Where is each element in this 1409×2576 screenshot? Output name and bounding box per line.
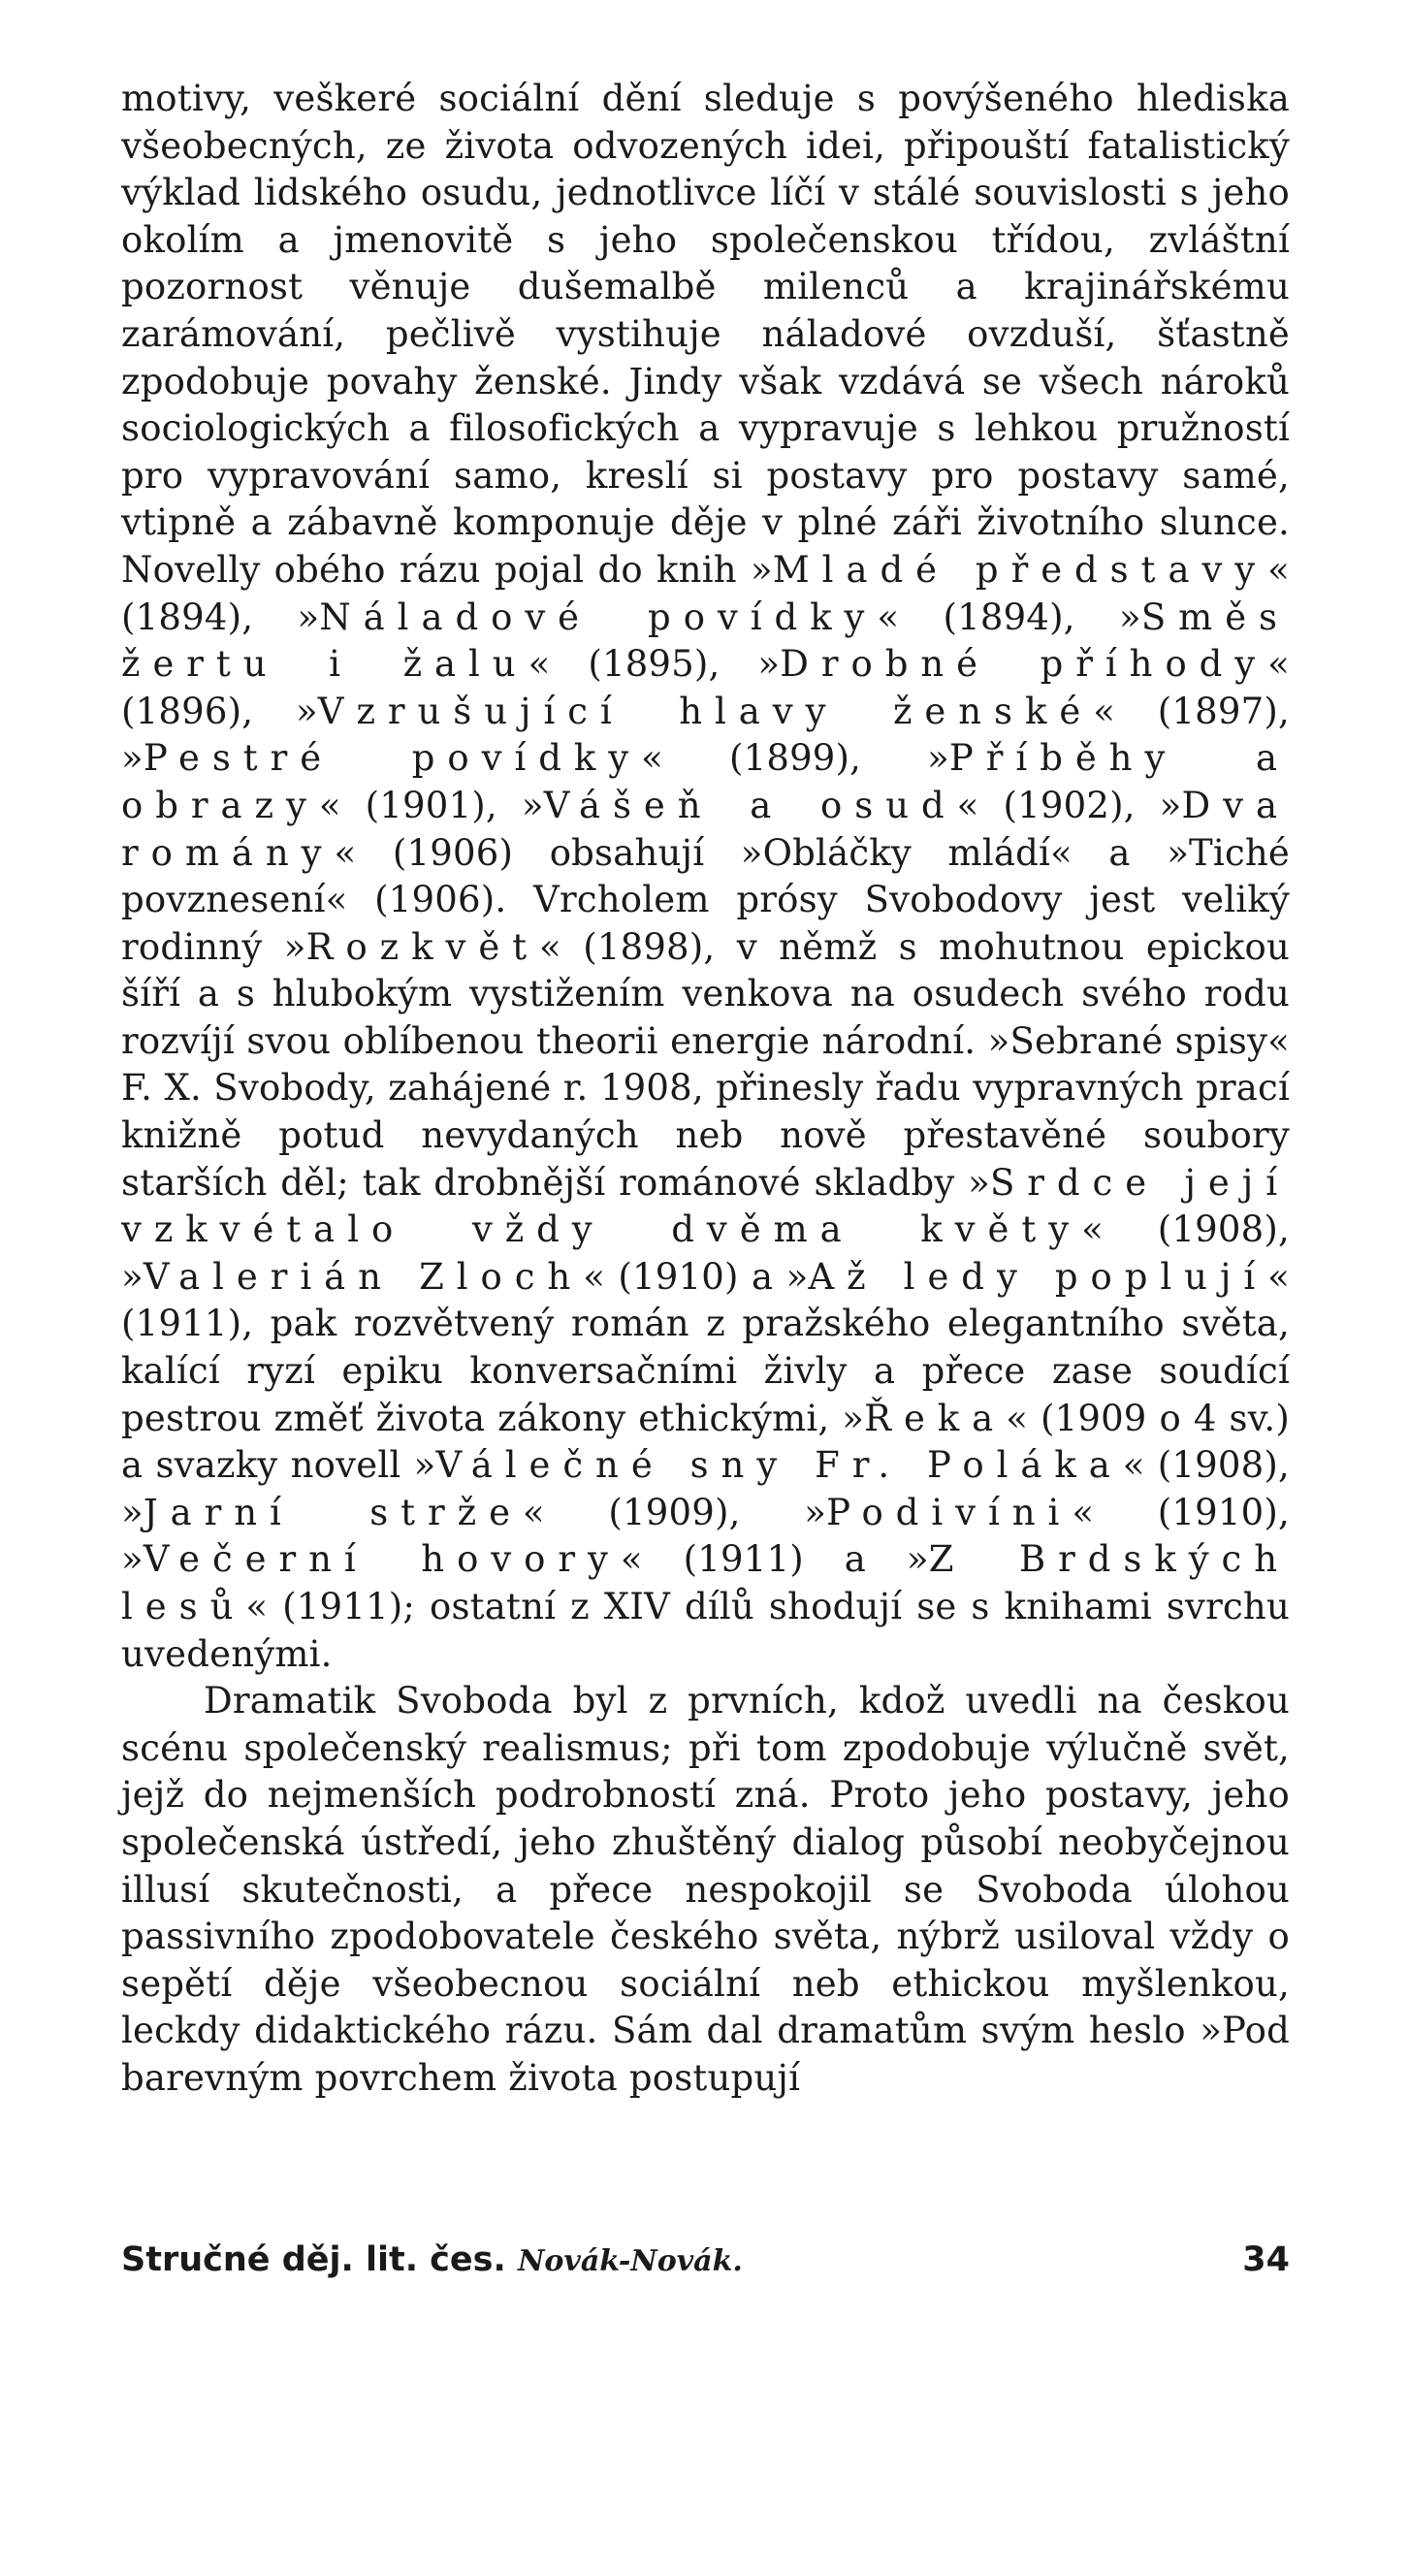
work-title: Vzrušující hlavy ženské <box>317 690 1094 732</box>
paragraph-2: Dramatik Svoboda byl z prvních, kdož uvedli na českou scénu společenský realismus; při tom zpodobuje výlučně svět, jejž do nejmenších podrobností zná. Proto jeho postavy, jeho společenská ústředí, jeho zhuštěný dialog působí neobyčejnou illusí skutečnosti, a přece nespokojil se Svoboda úlohou passivního zpodobovatele českého světa, nýbrž usiloval vždy o sepětí děje všeobecnou sociální neb ethickou myšlenkou, leckdy didaktického rázu. Sám dal dramatům svým heslo »Pod barevným povrchem života postupují <box>121 1680 1290 2099</box>
work-title: Valerián Zloch <box>143 1255 584 1298</box>
text-run: « (1911) a » <box>620 1538 929 1581</box>
text-run: « (1908), » <box>121 1444 1290 1533</box>
body-text <box>121 76 1290 2103</box>
work-title: Srdce její vzkvétalo vždy dvěma květy <box>121 1161 1290 1251</box>
work-title: Večerní hovory <box>143 1538 621 1581</box>
work-title: Drobné příhody <box>780 643 1268 686</box>
work-title: Náladové povídky <box>319 596 878 638</box>
work-title: Podivíni <box>826 1491 1073 1533</box>
text-run: « (1911); ostatní z XIV dílů shodují se s knihami svrchu uvedenými. <box>121 1586 1290 1675</box>
text-run: « (1895), » <box>528 643 781 686</box>
work-title: Až ledy poplují <box>808 1255 1268 1298</box>
text-run: « (1897), » <box>121 690 1290 780</box>
text-run: « (1899), » <box>641 737 949 780</box>
text-run: « (1909), » <box>522 1491 827 1533</box>
text-run: « (1894), » <box>121 548 1290 638</box>
paragraph-1 <box>121 76 1290 1678</box>
work-title: Směs žertu i žalu <box>121 596 1290 686</box>
page <box>121 76 1290 2103</box>
page-footer <box>121 2240 1290 2279</box>
text-run: « (1910) a » <box>583 1255 809 1298</box>
text-run: « (1901), » <box>318 784 544 826</box>
work-title: Vášeň a osud <box>543 784 957 826</box>
footer-title: Stručné děj. lit. čes. <box>121 2240 506 2279</box>
work-title: Jarní strže <box>143 1491 523 1533</box>
text-run: « (1896), » <box>121 643 1290 732</box>
work-title: Dva romány <box>121 784 1290 874</box>
footer-left <box>121 2240 743 2279</box>
work-title: Z Brdských lesů <box>121 1538 1290 1627</box>
work-title: Mladé představy <box>772 548 1268 591</box>
text-run: motivy, veškeré sociální dění sleduje s povýšeného hlediska všeobecných, ze života odvozených idei, připouští fatalistický výklad lidského osudu, jednotlivce líčí v stálé souvislosti s jeho okolím a jmenovitě s jeho společenskou třídou, zvláštní pozornost věnuje dušemalbě milenců a krajinářskému zarámování, pečlivě vystihuje náladové ovzduší, šťastně zpodobuje povahy ženské. Jindy však vzdává se všech nároků sociologických a filosofických a vypravuje s lehkou pružností pro vypravování samo, kreslí si postavy pro postavy samé, vtipně a zábavně komponuje děje v plné záři životního slunce. Novelly obého rázu pojal do knih » <box>121 78 1290 591</box>
text-run: « (1898), v němž s mohutnou epickou šíří a s hlubokým vystižením venkova na osudech svého rodu rozvíjí svou oblíbenou theorii energie národní. »Sebrané spisy« F. X. Svobody, zahájené r. 1908, přinesly řadu vypravných prací knižně potud nevydaných neb nově přestavěné soubory starších děl; tak drobnější románové skladby » <box>121 925 1290 1204</box>
text-run: « (1908), » <box>121 1208 1290 1298</box>
footer-authors: Novák-Novák. <box>517 2244 743 2278</box>
work-title: Příběhy a obrazy <box>121 737 1290 826</box>
text-run: « (1906) obsahují »Obláčky mládí« a »Tiché povznesení« (1906). Vrcholem prósy Svobodovy jest veliký rodinný » <box>121 831 1290 968</box>
work-title: Válečné sny Fr. Poláka <box>435 1444 1123 1487</box>
text-run: « (1910), » <box>121 1491 1290 1581</box>
work-title: Řeka <box>864 1397 1007 1439</box>
text-run: « (1911), pak rozvětvený román z pražského elegantního světa, kalící ryzí epiku konversačními živly a přece zase soudící pestrou změť života zákony ethickými, » <box>121 1255 1291 1439</box>
text-run: « (1909 o 4 sv.) a svazky novell » <box>121 1397 1291 1487</box>
work-title: Pestré povídky <box>143 737 642 780</box>
text-run: « (1902), » <box>956 784 1182 826</box>
work-title: Rozkvět <box>305 925 540 968</box>
sheet-number: 34 <box>1242 2240 1290 2279</box>
text-run: « (1894), » <box>877 596 1141 638</box>
